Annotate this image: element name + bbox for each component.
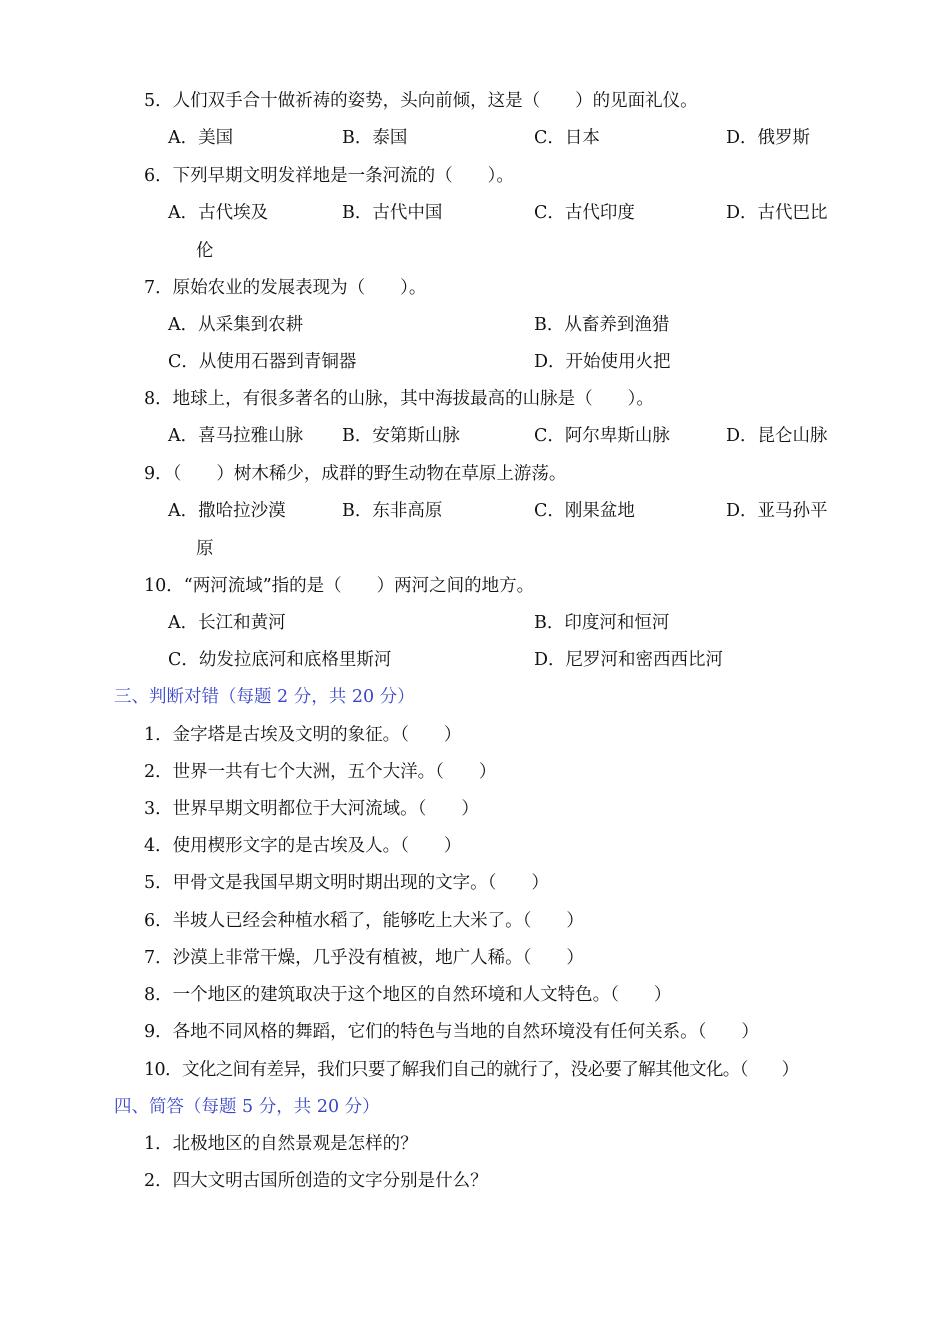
question-5-option-d: D．俄罗斯 [726, 128, 811, 148]
question-9-option-c: C．刚果盆地 [534, 501, 635, 521]
question-10-option-a: A．长江和黄河 [168, 613, 286, 633]
question-10-option-b: B．印度河和恒河 [534, 613, 670, 633]
question-7-stem: 7．原始农业的发展表现为（ ）。 [144, 278, 427, 298]
judge-item-6: 6．半坡人已经会种植水稻了，能够吃上大米了。（ ） [144, 911, 584, 931]
question-9-option-b: B．东非高原 [342, 501, 443, 521]
question-7-option-d: D．开始使用火把 [534, 352, 671, 372]
question-5-option-a: A．美国 [168, 128, 234, 148]
question-6-stem: 6．下列早期文明发祥地是一条河流的（ ）。 [144, 166, 514, 186]
question-6-option-a: A．古代埃及 [168, 203, 269, 223]
judge-item-5: 5．甲骨文是我国早期文明时期出现的文字。（ ） [144, 873, 549, 893]
section-judge-heading: 三、判断对错（每题 2 分，共 20 分） [114, 687, 415, 707]
question-7-option-b: B．从畜养到渔猎 [534, 315, 670, 335]
question-5-stem: 5．人们双手合十做祈祷的姿势，头向前倾，这是（ ）的见面礼仪。 [144, 91, 698, 111]
question-5-option-b: B．泰国 [342, 128, 408, 148]
section-short-heading: 四、简答（每题 5 分，共 20 分） [114, 1097, 380, 1117]
question-10-option-c: C．幼发拉底河和底格里斯河 [168, 650, 392, 670]
question-9-option-d: D．亚马孙平 [726, 501, 828, 521]
judge-item-9: 9．各地不同风格的舞蹈，它们的特色与当地的自然环境没有任何关系。（ ） [144, 1022, 759, 1042]
question-8-option-b: B．安第斯山脉 [342, 426, 460, 446]
short-item-1: 1．北极地区的自然景观是怎样的？ [144, 1134, 418, 1154]
judge-item-10: 10．文化之间有差异，我们只要了解我们自己的就行了，没必要了解其他文化。（ ） [144, 1060, 799, 1080]
question-9-option-d-wrap: 原 [196, 539, 214, 559]
question-10-stem: 10．“两河流域”指的是（ ）两河之间的地方。 [144, 576, 535, 596]
question-8-stem: 8．地球上，有很多著名的山脉，其中海拔最高的山脉是（ ）。 [144, 389, 654, 409]
question-9-stem: 9．（ ）树木稀少，成群的野生动物在草原上游荡。 [144, 464, 567, 484]
judge-item-7: 7．沙漠上非常干燥，几乎没有植被，地广人稀。（ ） [144, 948, 584, 968]
judge-item-4: 4．使用楔形文字的是古埃及人。（ ） [144, 836, 462, 856]
short-item-2: 2．四大文明古国所创造的文字分别是什么？ [144, 1171, 488, 1191]
question-7-option-c: C．从使用石器到青铜器 [168, 352, 357, 372]
question-6-option-b: B．古代中国 [342, 203, 443, 223]
question-6-option-d-wrap: 伦 [196, 241, 214, 261]
question-5-option-c: C．日本 [534, 128, 600, 148]
question-6-option-d: D．古代巴比 [726, 203, 828, 223]
judge-item-1: 1．金字塔是古埃及文明的象征。（ ） [144, 725, 462, 745]
question-10-option-d: D．尼罗河和密西西比河 [534, 650, 724, 670]
question-6-option-c: C．古代印度 [534, 203, 635, 223]
judge-item-3: 3．世界早期文明都位于大河流域。（ ） [144, 799, 479, 819]
judge-item-2: 2．世界一共有七个大洲，五个大洋。（ ） [144, 762, 497, 782]
question-8-option-c: C．阿尔卑斯山脉 [534, 426, 670, 446]
question-8-option-d: D．昆仑山脉 [726, 426, 828, 446]
question-9-option-a: A．撒哈拉沙漠 [168, 501, 286, 521]
question-8-option-a: A．喜马拉雅山脉 [168, 426, 304, 446]
judge-item-8: 8．一个地区的建筑取决于这个地区的自然环境和人文特色。（ ） [144, 985, 672, 1005]
question-7-option-a: A．从采集到农耕 [168, 315, 304, 335]
